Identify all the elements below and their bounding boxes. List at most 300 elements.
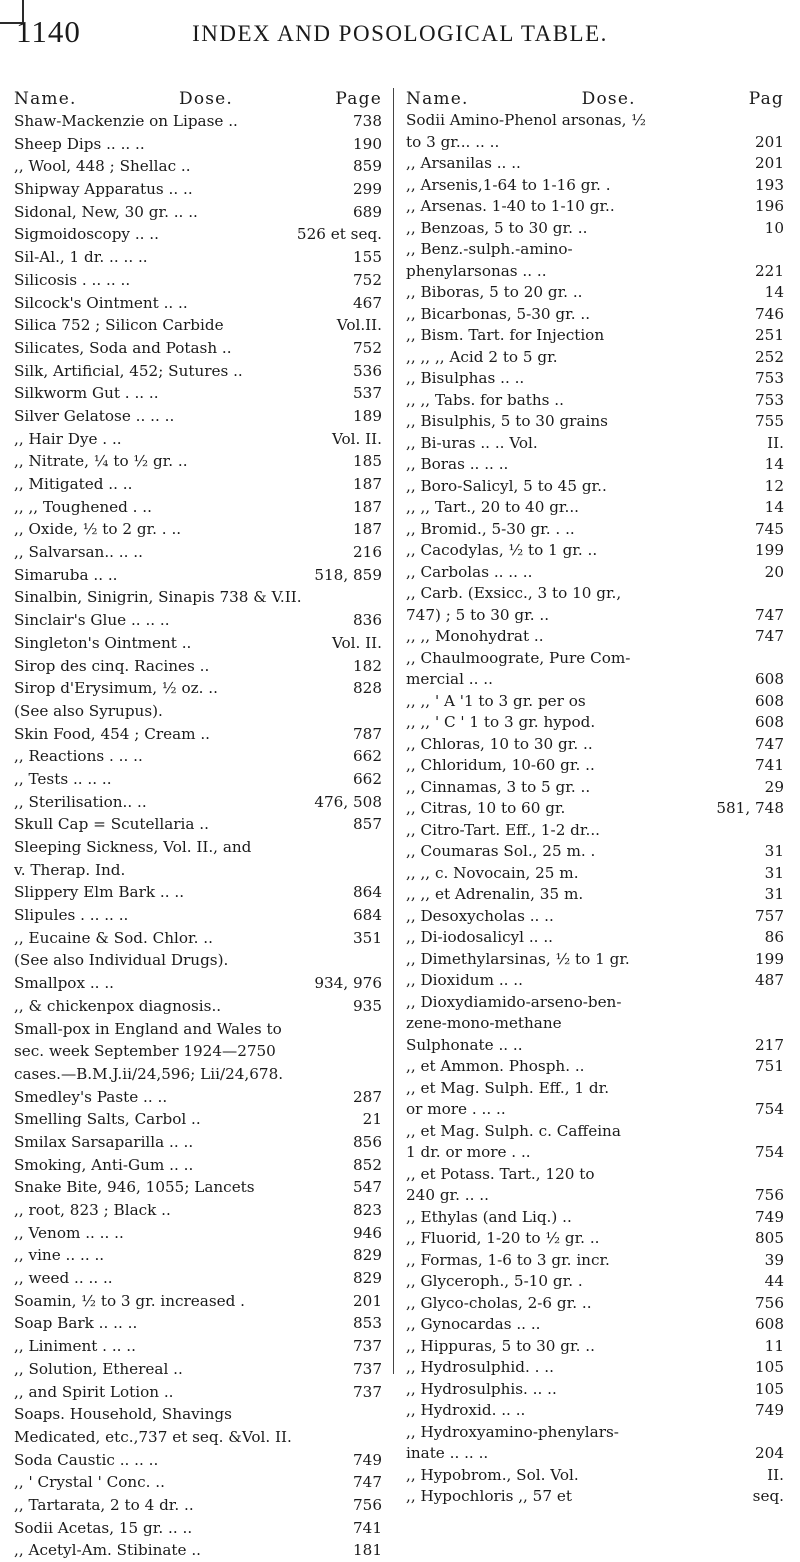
- entry-text: ,, root, 823 ; Black ..: [14, 1201, 171, 1219]
- index-entry: [406, 132, 784, 154]
- entry-text: ,, Coumaras Sol., 25 m. .: [406, 842, 596, 860]
- entry-text: Shaw-Mackenzie on Lipase ..: [14, 112, 238, 130]
- index-entry: [14, 223, 382, 246]
- entry-page: 754: [755, 1143, 784, 1161]
- index-entry: [14, 677, 382, 700]
- entry-page: 105: [755, 1379, 784, 1398]
- index-entry: [14, 314, 382, 337]
- entry-text: ,, Carb. (Exsicc., 3 to 10 gr.,: [406, 584, 622, 602]
- entry-text: Sinclair's Glue .. .. ..: [14, 611, 170, 630]
- entry-text: Sodii Amino-Phenol arsonas, ½: [406, 111, 646, 129]
- index-entry: [14, 859, 382, 882]
- entry-page: 31: [764, 885, 784, 903]
- name-heading: Name.: [14, 89, 77, 109]
- entry-text: ,, ,, Tart., 20 to 40 gr...: [406, 498, 579, 516]
- entry-page: 749: [353, 1450, 382, 1469]
- entry-page: [376, 836, 382, 859]
- index-entry: [14, 586, 382, 609]
- index-entry: [14, 1108, 382, 1131]
- index-entry: [406, 626, 784, 648]
- entry-page: [778, 583, 784, 605]
- index-column-right: [406, 88, 784, 1508]
- entry-page: 741: [755, 756, 784, 774]
- entry-text: Smallpox .. ..: [14, 974, 114, 993]
- index-entry: [406, 906, 784, 928]
- entry-text: ,, ,, Toughened . ..: [14, 497, 152, 516]
- index-entry: [14, 1312, 382, 1335]
- entry-page: 487: [755, 971, 784, 989]
- page-heading: Page: [335, 89, 382, 109]
- index-entry: [14, 133, 382, 156]
- entry-page: 581, 748: [716, 799, 784, 817]
- entry-text: ,, Glyceroph., 5-10 gr. .: [406, 1272, 583, 1290]
- entry-text: ,, Arsanilas .. ..: [406, 154, 521, 172]
- index-entry: [14, 1063, 382, 1086]
- entry-text: ,, et Ammon. Phosph. ..: [406, 1057, 585, 1075]
- entry-text: Silk, Artificial, 452; Sutures ..: [14, 361, 243, 380]
- entry-page: 12: [764, 476, 784, 495]
- entry-page: 467: [353, 293, 382, 312]
- entry-text: ,, et Mag. Sulph. Eff., 1 dr.: [406, 1078, 610, 1097]
- entry-page: 299: [353, 180, 382, 199]
- entry-page: 828: [353, 679, 382, 698]
- entry-text: Slipules . .. .. ..: [14, 906, 129, 925]
- entry-page: 608: [755, 713, 784, 731]
- entry-page: 44: [764, 1272, 784, 1290]
- entry-page: 14: [764, 498, 784, 516]
- page-header: [16, 14, 784, 58]
- entry-text: ,, Eucaine & Sod. Chlor. ..: [14, 928, 213, 947]
- index-entry: [14, 269, 382, 292]
- entry-text: Skull Cap = Scutellaria ..: [14, 815, 209, 834]
- entry-text: (See also Individual Drugs).: [14, 951, 229, 970]
- entry-text: ,, ' Crystal ' Conc. ..: [14, 1473, 165, 1492]
- index-entry: [406, 261, 784, 283]
- entry-page: 805: [755, 1229, 784, 1247]
- entry-text: ,, Cinnamas, 3 to 5 gr. ..: [406, 777, 591, 796]
- entry-text: ,, Oxide, ½ to 2 gr. . ..: [14, 520, 182, 539]
- entry-text: ,, et Mag. Sulph. c. Caffeina: [406, 1121, 621, 1140]
- index-entry: [406, 1078, 784, 1100]
- index-entry: [14, 881, 382, 904]
- index-entry: [14, 768, 382, 791]
- index-entry: [406, 1271, 784, 1293]
- entry-page: 351: [353, 928, 382, 947]
- index-entry: [406, 304, 784, 326]
- index-entry: [14, 1403, 382, 1426]
- entry-text: (See also Syrupus).: [14, 701, 163, 720]
- entry-page: 935: [353, 996, 382, 1015]
- entry-page: 852: [353, 1155, 382, 1174]
- page-heading: Pag: [748, 89, 784, 109]
- index-entry: [406, 1486, 784, 1508]
- entry-text: ,, Cacodylas, ½ to 1 gr. ..: [406, 541, 598, 559]
- entry-text: ,, Bromid., 5-30 gr. . ..: [406, 519, 575, 538]
- index-entry: [406, 476, 784, 498]
- entry-text: v. Therap. Ind.: [14, 860, 126, 879]
- entry-text: ,, Dioxydiamido-arseno-ben-: [406, 992, 622, 1011]
- entry-page: 737: [353, 1359, 382, 1378]
- entry-page: 216: [353, 543, 382, 562]
- index-entry: [14, 496, 382, 519]
- entry-text: ,, Bisulphas .. ..: [406, 369, 525, 387]
- index-entry: [14, 1131, 382, 1154]
- entry-text: zene-mono-methane: [406, 1014, 562, 1032]
- entry-text: 747) ; 5 to 30 gr. ..: [406, 605, 550, 624]
- entry-text: Silicates, Soda and Potash ..: [14, 338, 232, 357]
- index-entry: [14, 541, 382, 564]
- entry-page: 753: [755, 369, 784, 387]
- index-entry: [14, 473, 382, 496]
- entry-text: Smilax Sarsaparilla .. ..: [14, 1132, 194, 1151]
- index-entry: [14, 1335, 382, 1358]
- entry-text: ,, Hippuras, 5 to 30 gr. ..: [406, 1336, 595, 1355]
- entry-page: 741: [353, 1518, 382, 1537]
- entry-text: Simaruba .. ..: [14, 565, 118, 584]
- entry-text: ,, ,, ' C ' 1 to 3 gr. hypod.: [406, 713, 596, 731]
- entry-text: ,, Hydrosulphis. .. ..: [406, 1379, 557, 1398]
- index-entry: [14, 1176, 382, 1199]
- entry-page: [376, 586, 382, 609]
- index-entry: [14, 927, 382, 950]
- index-entry: [406, 927, 784, 949]
- entry-text: ,, et Potass. Tart., 120 to: [406, 1164, 595, 1183]
- entry-page: 105: [755, 1358, 784, 1376]
- index-entry: [14, 1358, 382, 1381]
- dose-heading: Dose.: [581, 89, 636, 109]
- entry-text: ,, Hypochloris ,, 57 et: [406, 1487, 572, 1505]
- index-entry: [406, 175, 784, 197]
- index-entry: [406, 1379, 784, 1401]
- index-entry: [406, 1422, 784, 1444]
- entry-text: ,, Chloras, 10 to 30 gr. ..: [406, 734, 593, 753]
- entry-page: 836: [353, 611, 382, 630]
- entry-text: inate .. .. ..: [406, 1444, 489, 1462]
- entry-page: 39: [764, 1250, 784, 1269]
- entry-page: 537: [353, 384, 382, 403]
- index-entry: [14, 428, 382, 451]
- entry-text: ,, ,, et Adrenalin, 35 m.: [406, 885, 584, 903]
- index-entry: [14, 791, 382, 814]
- page-number: 1140: [16, 14, 81, 49]
- index-entry: [406, 1056, 784, 1078]
- entry-page: 201: [755, 154, 784, 172]
- entry-text: ,, Benzoas, 5 to 30 gr. ..: [406, 218, 588, 237]
- entry-text: ,, Hydroxyamino-phenylars-: [406, 1422, 619, 1441]
- entry-page: 747: [353, 1473, 382, 1492]
- index-entry: [406, 540, 784, 562]
- index-entry: [14, 1244, 382, 1267]
- entry-page: 10: [764, 218, 784, 237]
- entry-page: 859: [353, 157, 382, 176]
- index-entry: [406, 712, 784, 734]
- index-entry: [14, 1539, 382, 1562]
- index-entry: [406, 884, 784, 906]
- entry-text: Sheep Dips .. .. ..: [14, 134, 145, 153]
- entry-text: Silkworm Gut . .. ..: [14, 384, 159, 403]
- entry-page: 738: [353, 112, 382, 130]
- index-entry: [14, 405, 382, 428]
- index-entry: [14, 155, 382, 178]
- index-entry: [14, 382, 382, 405]
- entry-page: 182: [353, 656, 382, 675]
- entry-text: Sil-Al., 1 dr. .. .. ..: [14, 248, 148, 267]
- entry-page: 608: [755, 670, 784, 688]
- index-entry: [406, 691, 784, 713]
- entry-page: 747: [755, 734, 784, 753]
- entry-page: 201: [755, 132, 784, 151]
- entry-text: ,, Carbolas .. .. ..: [406, 562, 533, 581]
- entry-text: 1 dr. or more . ..: [406, 1143, 531, 1161]
- entry-text: Sleeping Sickness, Vol. II., and: [14, 838, 252, 856]
- entry-text: ,, Nitrate, ¼ to ½ gr. ..: [14, 452, 188, 471]
- entry-text: ,, Tests .. .. ..: [14, 769, 112, 788]
- index-entry: [14, 337, 382, 360]
- index-entry: [406, 239, 784, 261]
- entry-text: ,, vine .. .. ..: [14, 1246, 105, 1265]
- entry-text: ,, Dimethylarsinas, ½ to 1 gr.: [406, 949, 630, 968]
- entry-page: 787: [353, 724, 382, 743]
- entry-text: ,, Boro-Salicyl, 5 to 45 gr..: [406, 476, 607, 495]
- entry-page: 20: [764, 562, 784, 581]
- entry-page: 756: [755, 1293, 784, 1312]
- entry-page: 252: [755, 347, 784, 366]
- entry-text: sec. week September 1924—2750: [14, 1042, 276, 1061]
- index-entry: [406, 605, 784, 627]
- entry-page: [376, 1063, 382, 1086]
- entry-text: Soamin, ½ to 3 gr. increased .: [14, 1291, 245, 1310]
- index-entry: [406, 1185, 784, 1207]
- entry-page: 14: [764, 455, 784, 473]
- entry-page: 21: [362, 1110, 382, 1129]
- entry-page: [376, 1426, 382, 1449]
- index-entry: [14, 360, 382, 383]
- entry-page: 751: [755, 1057, 784, 1075]
- entry-page: [778, 1013, 784, 1035]
- entry-text: ,, ,, ,, Acid 2 to 5 gr.: [406, 347, 558, 366]
- name-heading: Name.: [406, 89, 469, 109]
- index-entry: [14, 700, 382, 723]
- entry-page: 756: [353, 1495, 382, 1514]
- index-entry: [406, 1293, 784, 1315]
- entry-page: 755: [755, 412, 784, 430]
- entry-page: 753: [755, 390, 784, 409]
- entry-page: 749: [755, 1401, 784, 1419]
- entry-text: to 3 gr... .. ..: [406, 132, 500, 151]
- entry-page: 757: [755, 906, 784, 925]
- entry-page: [376, 700, 382, 723]
- entry-text: ,, Wool, 448 ; Shellac ..: [14, 157, 191, 176]
- index-entry: [14, 1449, 382, 1472]
- entry-text: ,, Glyco-cholas, 2-6 gr. ..: [406, 1293, 592, 1312]
- entry-text: ,, Gynocardas .. ..: [406, 1315, 541, 1333]
- entry-text: ,, Hydroxid. .. ..: [406, 1401, 526, 1419]
- entry-text: ,, ,, c. Novocain, 25 m.: [406, 863, 579, 882]
- index-entry: [14, 1426, 382, 1449]
- entry-text: ,, Citro-Tart. Eff., 1-2 dr...: [406, 820, 600, 839]
- entry-page: 199: [755, 541, 784, 559]
- index-entry: [406, 1250, 784, 1272]
- entry-page: [778, 992, 784, 1014]
- index-entry: [406, 1099, 784, 1121]
- entry-text: ,, Salvarsan.. .. ..: [14, 543, 143, 562]
- entry-page: 684: [353, 906, 382, 925]
- entry-page: 608: [755, 691, 784, 710]
- entry-text: ,, Bism. Tart. for Injection: [406, 326, 605, 344]
- entry-page: 31: [764, 863, 784, 882]
- index-entry: [14, 745, 382, 768]
- index-entry: [14, 949, 382, 972]
- index-entry: [406, 1336, 784, 1358]
- index-entry: [406, 734, 784, 756]
- column-header: [406, 88, 784, 110]
- entry-text: ,, Dioxidum .. ..: [406, 971, 523, 989]
- entry-page: 934, 976: [314, 974, 382, 993]
- entry-page: 829: [353, 1246, 382, 1265]
- entry-text: ,, Hydrosulphid. . ..: [406, 1358, 554, 1376]
- entry-page: 251: [755, 326, 784, 344]
- index-entry: [14, 564, 382, 587]
- index-entry: [406, 1465, 784, 1487]
- entry-text: ,, Hypobrom., Sol. Vol.: [406, 1465, 579, 1484]
- entry-page: seq.: [752, 1487, 784, 1505]
- entry-page: 217: [755, 1035, 784, 1054]
- entry-page: 749: [755, 1207, 784, 1226]
- entry-page: 737: [353, 1337, 382, 1356]
- index-entry: [406, 1035, 784, 1057]
- entry-page: [376, 1403, 382, 1426]
- entry-page: 747: [755, 605, 784, 624]
- index-entry: [14, 723, 382, 746]
- entry-page: 857: [353, 815, 382, 834]
- index-entry: [406, 798, 784, 820]
- entry-page: 752: [353, 270, 382, 289]
- entry-text: Smedley's Paste .. ..: [14, 1087, 168, 1106]
- entry-text: Silcock's Ointment .. ..: [14, 293, 188, 312]
- entry-text: Smelling Salts, Carbol ..: [14, 1110, 201, 1129]
- entry-text: ,, Di-iodosalicyl .. ..: [406, 928, 553, 946]
- entry-page: Vol. II.: [331, 633, 382, 652]
- entry-page: 196: [755, 197, 784, 215]
- index-entry: [14, 813, 382, 836]
- entry-text: ,, Citras, 10 to 60 gr.: [406, 799, 566, 817]
- index-entry: [14, 292, 382, 315]
- page-title: INDEX AND POSOLOGICAL TABLE.: [192, 21, 608, 46]
- entry-page: 204: [755, 1444, 784, 1462]
- entry-text: ,, Fluorid, 1-20 to ½ gr. ..: [406, 1229, 600, 1247]
- entry-page: 536: [353, 361, 382, 380]
- entry-page: [376, 1040, 382, 1063]
- entry-text: ,, Tartarata, 2 to 4 dr. ..: [14, 1495, 194, 1514]
- entry-text: ,, Formas, 1-6 to 3 gr. incr.: [406, 1250, 610, 1269]
- entry-text: Smoking, Anti-Gum .. ..: [14, 1155, 194, 1174]
- entry-page: [778, 110, 784, 132]
- index-entry: [406, 1121, 784, 1143]
- index-entry: [406, 368, 784, 390]
- entry-text: Sodii Acetas, 15 gr. .. ..: [14, 1518, 193, 1537]
- entry-text: Sirop des cinq. Racines ..: [14, 656, 210, 675]
- entry-page: 190: [353, 134, 382, 153]
- entry-text: ,, Acetyl-Am. Stibinate ..: [14, 1541, 201, 1560]
- index-entry: [406, 433, 784, 455]
- entry-text: ,, Arsenas. 1-40 to 1-10 gr..: [406, 197, 615, 215]
- index-entry: [406, 1228, 784, 1250]
- index-entry: [406, 497, 784, 519]
- entry-text: Small-pox in England and Wales to: [14, 1019, 282, 1038]
- index-entry: [406, 411, 784, 433]
- entry-page: 747: [755, 627, 784, 645]
- entry-page: 476, 508: [314, 792, 382, 811]
- index-entry: [14, 246, 382, 269]
- entry-text: ,, Chloridum, 10-60 gr. ..: [406, 756, 595, 774]
- index-entry: [14, 972, 382, 995]
- entry-text: ,, Bi-uras .. .. Vol.: [406, 433, 538, 452]
- entry-page: [376, 859, 382, 882]
- entry-page: 689: [353, 202, 382, 221]
- index-entry: [14, 450, 382, 473]
- entry-text: ,, Arsenis,1-64 to 1-16 gr. .: [406, 175, 611, 194]
- index-entry: [406, 519, 784, 541]
- entry-text: Medicated, etc.,737 et seq. &Vol. II.: [14, 1427, 292, 1446]
- entry-page: [778, 239, 784, 261]
- entry-text: Soap Bark .. .. ..: [14, 1314, 138, 1333]
- index-entry: [406, 1400, 784, 1422]
- entry-page: [778, 1078, 784, 1100]
- entry-text: Singleton's Ointment ..: [14, 633, 192, 652]
- entry-page: 518, 859: [314, 565, 382, 584]
- entry-page: [778, 1422, 784, 1444]
- entry-page: 829: [353, 1269, 382, 1288]
- entry-text: ,, Reactions . .. ..: [14, 747, 143, 766]
- entry-text: ,, and Spirit Lotion ..: [14, 1382, 174, 1401]
- entry-page: [778, 820, 784, 842]
- index-entry: [14, 1267, 382, 1290]
- entry-text: phenylarsonas .. ..: [406, 261, 547, 280]
- entry-page: 737: [353, 1382, 382, 1401]
- entry-page: [376, 1018, 382, 1041]
- entry-text: cases.—B.M.J.ii/24,596; Lii/24,678.: [14, 1064, 284, 1083]
- entry-page: 31: [764, 842, 784, 860]
- entry-page: [376, 949, 382, 972]
- column-divider: [393, 88, 394, 1374]
- entry-text: Snake Bite, 946, 1055; Lancets: [14, 1178, 255, 1197]
- index-entry: [406, 755, 784, 777]
- entry-page: 864: [353, 883, 382, 902]
- index-entry: [14, 904, 382, 927]
- entry-page: [778, 1164, 784, 1186]
- index-entry: [14, 1494, 382, 1517]
- entry-page: [778, 648, 784, 670]
- entry-page: 199: [755, 949, 784, 968]
- entry-text: ,, weed .. .. ..: [14, 1269, 113, 1288]
- index-entry: [406, 1443, 784, 1465]
- entry-text: ,, Hair Dye . ..: [14, 429, 122, 448]
- index-entries: [14, 110, 382, 1562]
- index-entry: [14, 1222, 382, 1245]
- index-entry: [406, 648, 784, 670]
- entry-text: Soda Caustic .. .. ..: [14, 1450, 159, 1469]
- entry-text: ,, Benz.-sulph.-amino-: [406, 240, 573, 258]
- entry-text: ,, ,, Monohydrat ..: [406, 627, 544, 645]
- index-entry: [406, 1013, 784, 1035]
- entry-text: ,, Venom .. .. ..: [14, 1223, 124, 1242]
- index-entry: [406, 562, 784, 584]
- entry-page: 526 et seq.: [296, 225, 382, 244]
- entry-page: 11: [764, 1336, 784, 1355]
- index-entry: [406, 1314, 784, 1336]
- index-entry: [406, 110, 784, 132]
- entry-page: II.: [767, 433, 784, 452]
